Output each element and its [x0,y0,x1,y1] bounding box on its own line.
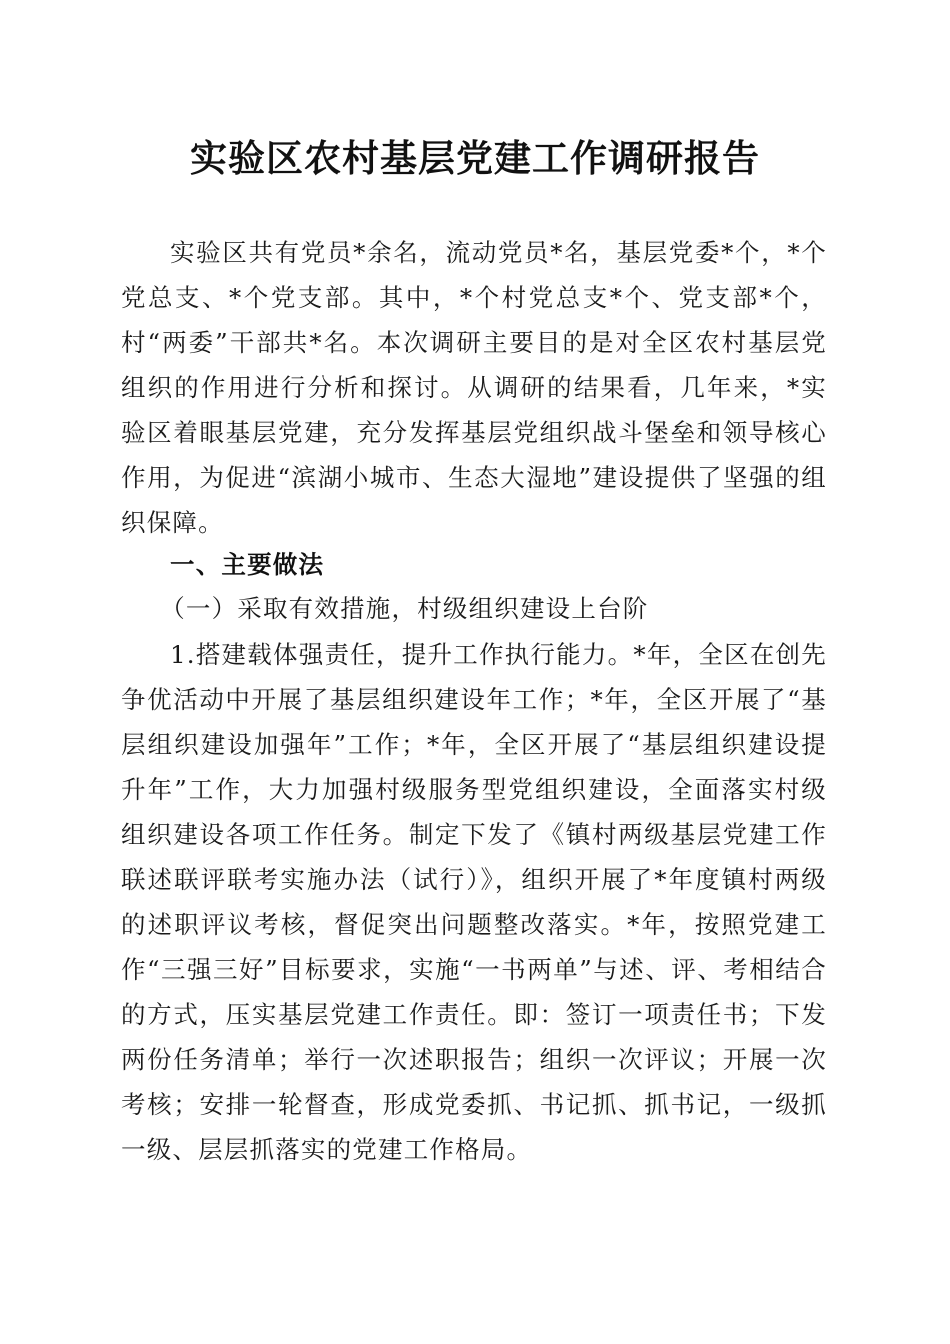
subsection-heading-village-organization: （一）采取有效措施，村级组织建设上台阶 [160,594,649,623]
intro-paragraph: 实验区共有党员*余名，流动党员*名，基层党委*个，*个党总支、*个党支部。其中，*个村党总支*个、党支部*个，村“两委”干部共*名。本次调研主要目的是对全区农村基层党组织的作用进行分析和探讨。从调研的结果看，几年来，*实验区着眼基层党建，充分发挥基层党组织战斗堡垒和领导核心作用，为促进“滨湖小城市、生态大湿地”建设提供了坚强的组织保障。 [121,238,827,537]
item-1-paragraph: 1.搭建载体强责任，提升工作执行能力。*年，全区在创先争优活动中开展了基层组织建设年工作；*年，全区开展了“基层组织建设加强年”工作；*年，全区开展了“基层组织建设提升年”工作，大力加强村级服务型党组织建设，全面落实村级组织建设各项工作任务。制定下发了《镇村两级基层党建工作联述联评联考实施办法（试行）》，组织开展了*年度镇村两级的述职评议考核，督促突出问题整改落实。*年，按照党建工作“三强三好”目标要求，实施“一书两单”与述、评、考相结合的方式，压实基层党建工作责任。即：签订一项责任书；下发两份任务清单；举行一次述职报告；组织一次评议；开展一次考核；安排一轮督查，形成党委抓、书记抓、抓书记，一级抓一级、层层抓落实的党建工作格局。 [121,640,827,1164]
section-heading-main-practices: 一、主要做法 [170,550,325,579]
document-title: 实验区农村基层党建工作调研报告 [190,136,760,180]
